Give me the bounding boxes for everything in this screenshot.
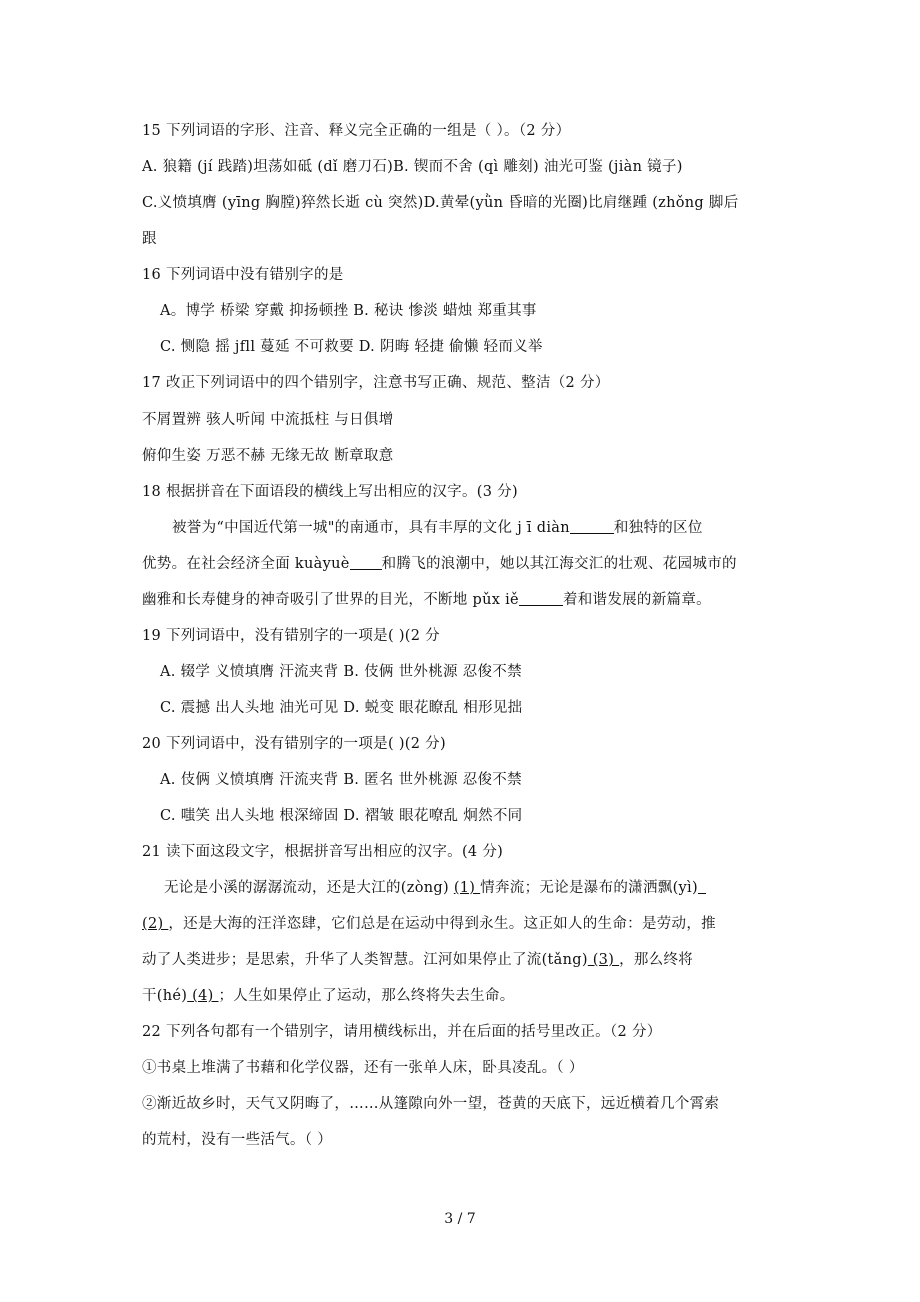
q15-options-cd-cont: 跟 [142, 231, 157, 247]
q15-options-ab: A. 狼籍 (jí 践踏)坦荡如砥 (dǐ 磨刀石)B. 锲而不舍 (qì 雕刻) 油光可鉴 (jiàn 镜子) [142, 159, 683, 175]
q20-options-ab: A. 伎俩 义愤填膺 汗流夹背 B. 匿名 世外桃源 忍俊不禁 [160, 772, 522, 788]
q21-text: 无论是小溪的潺潺流动，还是大江的(zòng) [164, 880, 454, 896]
q22-stem: 22 下列各句都有一个错别字，请用横线标出，并在后面的括号里改正。（2 分） [142, 1024, 662, 1040]
q17-row-2: 俯仰生姿 万恶不赫 无缘无故 断章取意 [142, 448, 394, 464]
q15-stem: 15 下列词语的字形、注音、释义完全正确的一组是（ ）。（2 分） [142, 123, 571, 139]
answer-blank[interactable] [350, 555, 382, 570]
q18-text: 被誉为“中国近代第一城"的南通市，具有丰厚的文化 j ī diàn [172, 520, 570, 536]
answer-blank[interactable] [519, 591, 563, 606]
q21-paragraph-line-2 [142, 913, 716, 935]
q20-options-cd: C. 嗤笑 出人头地 根深缔固 D. 褶皱 眼花嘹乱 炯然不同 [160, 808, 523, 824]
q18-text: 着和谐发展的新篇章。 [562, 592, 711, 608]
q17-stem: 17 改正下列词语中的四个错别字，注意书写正确、规范、整洁（2 分） [142, 375, 610, 391]
q18-text: 和腾飞的浪潮中，她以其江海交汇的壮观、花园城市的 [381, 556, 737, 572]
page-number: 3 / 7 [444, 1211, 476, 1227]
q21-text: 动了人类进步；是思索，升华了人类智慧。江河如果停止了流(tǎng) [142, 952, 588, 968]
q16-stem: 16 下列词语中没有错别字的是 [142, 267, 344, 283]
q18-paragraph-line-1 [172, 517, 703, 539]
q22-sentence-2: ②渐近故乡时，天气又阴晦了，……从篷隙向外一望，苍黄的天底下，远近横着几个霄索 [142, 1096, 720, 1112]
q21-paragraph-line-1 [164, 877, 706, 899]
q20-stem: 20 下列词语中，没有错别字的一项是( )(2 分) [142, 736, 446, 752]
q21-text: ；人生如果停止了运动，那么终将失去生命。 [218, 988, 515, 1004]
q21-text: 情奔流；无论是瀑布的潇洒飘(yì) [480, 880, 698, 896]
q21-paragraph-line-4 [142, 985, 515, 1007]
answer-blank-4[interactable]: (4) [187, 988, 219, 1004]
q21-stem: 21 读下面这段文字，根据拼音写出相应的汉字。(4 分) [142, 844, 504, 860]
q17-row-1: 不屑置辨 骇人听闻 中流抵柱 与日俱增 [142, 412, 394, 428]
q16-options-cd: C. 恻隐 摇 jfll 蔓延 不可救要 D. 阴晦 轻捷 偷懒 轻而义举 [160, 339, 543, 355]
q19-options-ab: A. 辍学 义愤填膺 汗流夹背 B. 伎俩 世外桃源 忍俊不禁 [160, 664, 522, 680]
answer-blank-2[interactable]: (2) [142, 916, 169, 932]
q16-options-ab: A。博学 桥梁 穿戴 抑扬顿挫 B. 秘诀 惨淡 蜡烛 郑重其事 [160, 303, 537, 319]
q18-paragraph-line-2 [142, 553, 737, 575]
q18-text: 幽雅和长寿健身的神奇吸引了世界的目光，不断地 pǔx iě [142, 592, 519, 608]
q18-text: 和独特的区位 [613, 520, 703, 536]
q22-sentence-1: ①书桌上堆满了书藉和化学仪器，还有一张单人床，卧具凌乱。（ ） [142, 1060, 584, 1076]
q15-options-cd: C.义愤填膺 (yīng 胸膛)猝然长逝 cù 突然)D.黄晕(yǜn 昏暗的光圈)比肩继踵 (zhǒng 脚后 [142, 195, 739, 211]
q21-paragraph-line-3 [142, 949, 693, 971]
q18-text: 优势。在社会经济全面 kuàyuè [142, 556, 350, 572]
answer-blank-1[interactable]: (1) [453, 880, 481, 896]
answer-blank-2-start[interactable] [698, 879, 706, 894]
q22-sentence-2-cont: 的荒村，没有一些活气。（ ） [142, 1132, 333, 1148]
q21-text: 干(hé) [142, 988, 188, 1004]
q21-text: ，还是大海的汪洋恣肆，它们总是在运动中得到永生。这正如人的生命：是劳动，推 [168, 916, 716, 932]
q19-stem: 19 下列词语中，没有错别字的一项是( )(2 分 [142, 628, 440, 644]
q18-paragraph-line-3 [142, 589, 711, 611]
answer-blank[interactable] [570, 519, 614, 534]
q21-text: ，那么终将 [619, 952, 694, 968]
q18-stem: 18 根据拼音在下面语段的横线上写出相应的汉字。(3 分) [142, 484, 518, 500]
q19-options-cd: C. 震撼 出人头地 油光可见 D. 蜕变 眼花瞭乱 相形见拙 [160, 700, 523, 716]
answer-blank-3[interactable]: (3) [587, 952, 620, 968]
